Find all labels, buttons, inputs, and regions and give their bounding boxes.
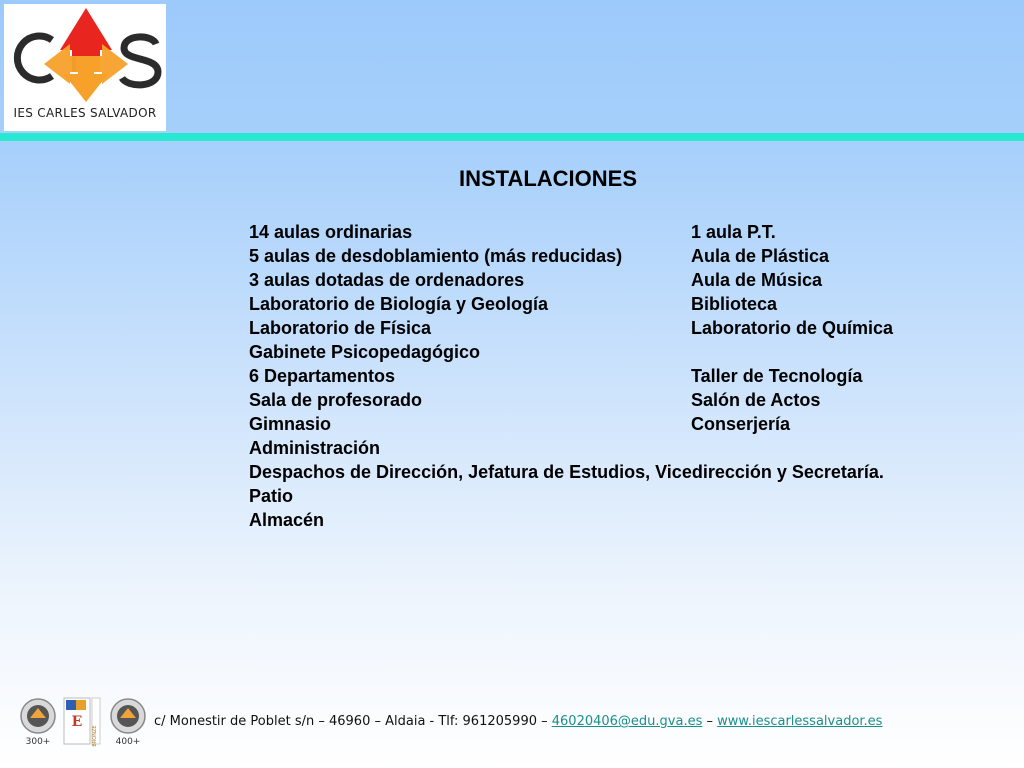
address-text: c/ Monestir de Poblet s/n – 46960 – Aldaia - Tlf: 961205990 – — [154, 714, 552, 729]
page-title: INSTALACIONES — [458, 166, 638, 191]
footer-separator: – — [702, 714, 718, 729]
list-item: Aula de Música — [691, 270, 823, 290]
list-item: Almacén — [249, 510, 325, 530]
logo-caption: IES CARLES SALVADOR — [13, 106, 157, 120]
badge-label-400: 400+ — [115, 737, 141, 747]
header-divider — [0, 133, 1024, 141]
list-item: 5 aulas de desdoblamiento (más reducidas) — [249, 246, 623, 266]
list-item — [691, 340, 1011, 364]
list-item: Laboratorio de Biología y Geología — [249, 294, 549, 314]
svg-text:E: E — [71, 714, 83, 730]
list-item: Administración — [249, 438, 381, 458]
list-item: Biblioteca — [691, 294, 778, 314]
quality-300-badge-icon — [18, 696, 58, 748]
list-item: Gabinete Psicopedagógico — [249, 342, 481, 362]
badge-label-300: 300+ — [25, 737, 51, 747]
website-link[interactable]: www.iescarlessalvador.es — [717, 714, 883, 729]
list-item: Laboratorio de Química — [691, 318, 894, 338]
list-item: Sala de profesorado — [249, 390, 423, 410]
generalitat-valenciana-badge-icon — [62, 696, 102, 748]
contact-info — [154, 714, 882, 729]
cas-logo-icon — [4, 4, 166, 104]
list-item: 14 aulas ordinarias — [249, 222, 413, 242]
quality-400-badge-icon — [108, 696, 148, 748]
list-item: Conserjería — [691, 414, 791, 434]
list-item: Despachos de Dirección, Jefatura de Estudios, Vicedirección y Secretaría. — [249, 462, 884, 482]
email-link[interactable]: 46020406@edu.gva.es — [551, 714, 703, 729]
list-item: Gimnasio — [249, 414, 332, 434]
list-item: 6 Departamentos — [249, 366, 396, 386]
list-item: Patio — [249, 486, 294, 506]
list-item: Laboratorio de Física — [249, 318, 432, 338]
footer — [18, 696, 1008, 748]
badge-label-bronze: BRONZE — [92, 725, 98, 747]
list-item: Aula de Plástica — [691, 246, 830, 266]
facilities-list-right — [691, 220, 1011, 436]
list-item: 3 aulas dotadas de ordenadores — [249, 270, 525, 290]
school-logo — [4, 4, 166, 131]
list-item: 1 aula P.T. — [691, 222, 776, 242]
list-item: Salón de Actos — [691, 390, 821, 410]
list-item: Taller de Tecnología — [691, 366, 863, 386]
